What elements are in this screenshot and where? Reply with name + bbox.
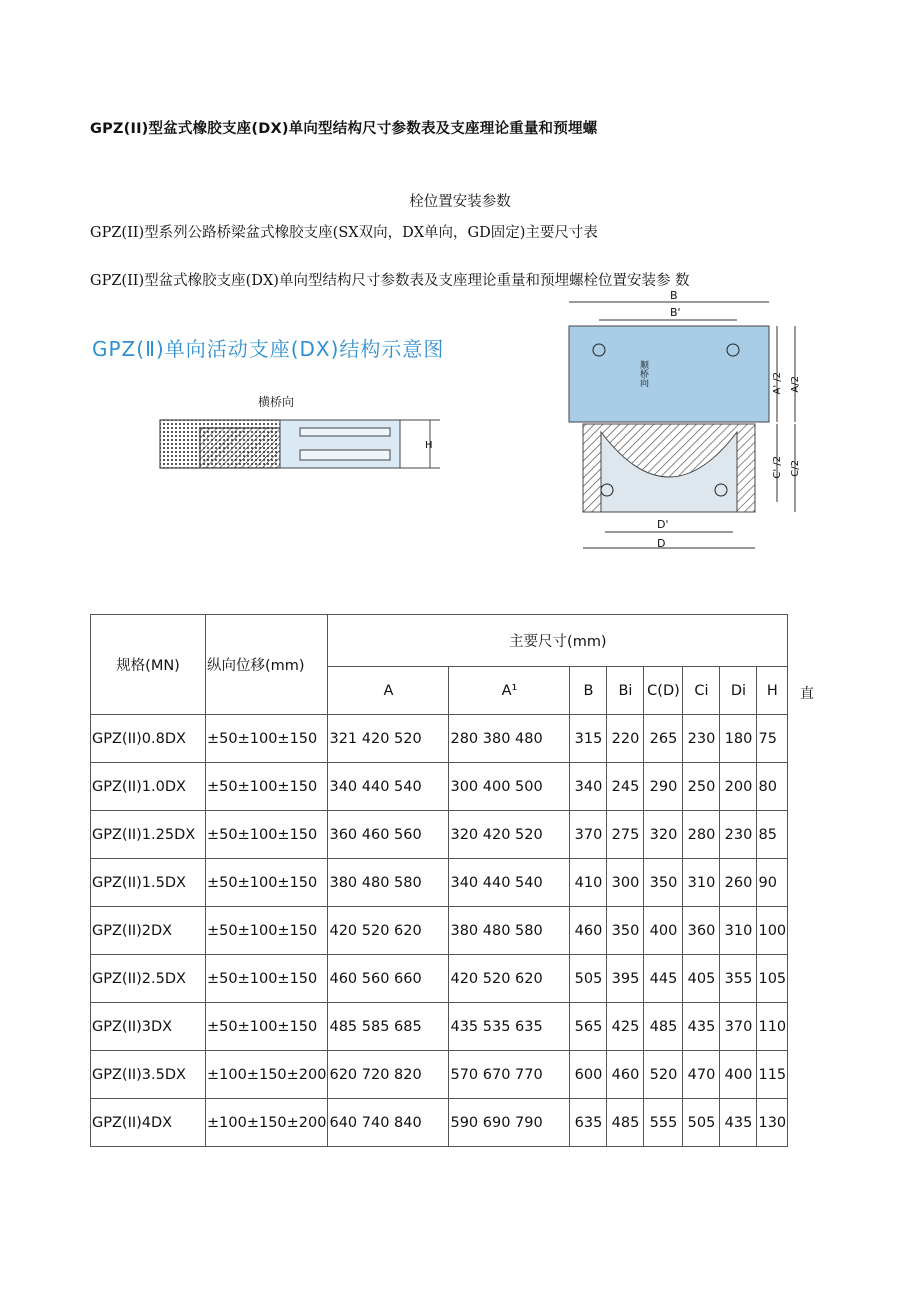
dim-b1-label: B' (670, 306, 681, 319)
table-cell: GPZ(II)1.5DX (91, 859, 206, 907)
table-cell: GPZ(II)2DX (91, 907, 206, 955)
table-cell: 485 585 685 (328, 1003, 449, 1051)
table-cell: 485 (607, 1099, 644, 1147)
table-cell: ±50±100±150 (206, 1003, 328, 1051)
table-cell: 370 (720, 1003, 757, 1051)
dim-c12-label: C' /2 (772, 456, 783, 479)
subheader-b: B (570, 667, 607, 715)
table-row (91, 1099, 788, 1147)
dim-direction-label: 顺桥向 (638, 360, 648, 387)
heading-line-4: GPZ(II)型盆式橡胶支座(DX)单向型结构尺寸参数表及支座理论重量和预埋螺栓位置安装参 数 (90, 273, 690, 289)
table-cell: ±50±100±150 (206, 811, 328, 859)
table-cell: 460 (607, 1051, 644, 1099)
table-cell: 310 (720, 907, 757, 955)
table-cell: 220 (607, 715, 644, 763)
header-spec: 规格(MN) (91, 615, 206, 715)
table-cell: 485 (644, 1003, 683, 1051)
table-cell: 380 480 580 (328, 859, 449, 907)
table-cell: GPZ(II)3DX (91, 1003, 206, 1051)
table-cell: 80 (757, 763, 788, 811)
overflow-header-fragment: 直 (800, 686, 814, 702)
table-cell: 470 (683, 1051, 720, 1099)
table-cell: 395 (607, 955, 644, 1003)
subheader-bi: Bi (607, 667, 644, 715)
table-cell: 460 560 660 (328, 955, 449, 1003)
table-row (91, 763, 788, 811)
diagram-title: GPZ(Ⅱ)单向活动支座(DX)结构示意图 (92, 337, 445, 361)
subheader-h: H (757, 667, 788, 715)
subheader-ci: Ci (683, 667, 720, 715)
table-cell: ±50±100±150 (206, 763, 328, 811)
table-cell: 520 (644, 1051, 683, 1099)
table-cell: ±50±100±150 (206, 907, 328, 955)
table-cell: 100 (757, 907, 788, 955)
table-cell: ±50±100±150 (206, 859, 328, 907)
table-cell: 115 (757, 1051, 788, 1099)
bearing-plan-diagram (565, 292, 817, 564)
heading-line-2: 栓位置安装参数 (409, 194, 511, 210)
header-main-dimensions: 主要尺寸(mm) (328, 615, 788, 667)
table-cell: 445 (644, 955, 683, 1003)
table-cell: 380 480 580 (449, 907, 570, 955)
dim-d1-label: D' (657, 518, 669, 531)
dim-a2-label: A/2 (790, 376, 801, 393)
table-cell: 555 (644, 1099, 683, 1147)
table-cell: 280 380 480 (449, 715, 570, 763)
subheader-a1: A¹ (449, 667, 570, 715)
table-cell: 230 (720, 811, 757, 859)
table-row (91, 811, 788, 859)
table-cell: 460 (570, 907, 607, 955)
table-cell: 620 720 820 (328, 1051, 449, 1099)
table-cell: 320 (644, 811, 683, 859)
table-cell: 110 (757, 1003, 788, 1051)
table-cell: GPZ(II)0.8DX (91, 715, 206, 763)
table-row (91, 715, 788, 763)
table-cell: 565 (570, 1003, 607, 1051)
table-cell: 340 (570, 763, 607, 811)
table-cell: 300 (607, 859, 644, 907)
table-cell: 590 690 790 (449, 1099, 570, 1147)
table-cell: 315 (570, 715, 607, 763)
table-cell: 85 (757, 811, 788, 859)
table-cell: 360 (683, 907, 720, 955)
table-cell: 505 (570, 955, 607, 1003)
subheader-di: Di (720, 667, 757, 715)
table-cell: 230 (683, 715, 720, 763)
table-cell: 300 400 500 (449, 763, 570, 811)
table-cell: 200 (720, 763, 757, 811)
table-cell: 425 (607, 1003, 644, 1051)
table-cell: 321 420 520 (328, 715, 449, 763)
table-cell: 265 (644, 715, 683, 763)
table-cell: 280 (683, 811, 720, 859)
dim-h-label: H (425, 440, 433, 451)
table-cell: 260 (720, 859, 757, 907)
table-cell: GPZ(II)1.25DX (91, 811, 206, 859)
subheader-c: C(D) (644, 667, 683, 715)
table-cell: 370 (570, 811, 607, 859)
heading-line-1: GPZ(II)型盆式橡胶支座(DX)单向型结构尺寸参数表及支座理论重量和预埋螺 (90, 121, 598, 137)
table-cell: 320 420 520 (449, 811, 570, 859)
table-cell: GPZ(II)3.5DX (91, 1051, 206, 1099)
table-cell: 405 (683, 955, 720, 1003)
table-row (91, 1051, 788, 1099)
table-cell: ±50±100±150 (206, 955, 328, 1003)
table-row (91, 907, 788, 955)
table-cell: ±100±150±200 (206, 1051, 328, 1099)
table-cell: 410 (570, 859, 607, 907)
dim-b-label: B (670, 289, 678, 302)
table-cell: 310 (683, 859, 720, 907)
table-cell: 275 (607, 811, 644, 859)
table-row (91, 1003, 788, 1051)
dim-c2-label: C/2 (790, 460, 801, 477)
table-cell: 340 440 540 (328, 763, 449, 811)
table-cell: 400 (644, 907, 683, 955)
table-cell: 250 (683, 763, 720, 811)
table-cell: 350 (644, 859, 683, 907)
table-cell: 360 460 560 (328, 811, 449, 859)
table-cell: 635 (570, 1099, 607, 1147)
table-cell: 105 (757, 955, 788, 1003)
table-cell: GPZ(II)1.0DX (91, 763, 206, 811)
table-cell: 90 (757, 859, 788, 907)
table-cell: GPZ(II)4DX (91, 1099, 206, 1147)
bearing-section-diagram (150, 410, 460, 490)
table-cell: 290 (644, 763, 683, 811)
table-cell: 130 (757, 1099, 788, 1147)
table-cell: ±50±100±150 (206, 715, 328, 763)
table-cell: 435 (683, 1003, 720, 1051)
table-cell: 420 520 620 (328, 907, 449, 955)
table-cell: 180 (720, 715, 757, 763)
dimension-table (90, 614, 788, 1147)
table-row (91, 859, 788, 907)
table-cell: 355 (720, 955, 757, 1003)
table-cell: 350 (607, 907, 644, 955)
table-cell: 340 440 540 (449, 859, 570, 907)
table-cell: 400 (720, 1051, 757, 1099)
table-cell: 75 (757, 715, 788, 763)
heading-line-3: GPZ(II)型系列公路桥梁盆式橡胶支座(SX双向，DX单向，GD固定)主要尺寸表 (90, 225, 598, 241)
dim-a12-label: A' /2 (772, 372, 783, 395)
diagram-subtitle: 横桥向 (258, 395, 295, 409)
table-cell: ±100±150±200 (206, 1099, 328, 1147)
table-cell: 435 535 635 (449, 1003, 570, 1051)
subheader-a: A (328, 667, 449, 715)
table-cell: GPZ(II)2.5DX (91, 955, 206, 1003)
table-cell: 640 740 840 (328, 1099, 449, 1147)
header-displacement: 纵向位移(mm) (206, 615, 328, 715)
table-cell: 505 (683, 1099, 720, 1147)
table-cell: 570 670 770 (449, 1051, 570, 1099)
table-cell: 435 (720, 1099, 757, 1147)
table-row (91, 955, 788, 1003)
table-cell: 245 (607, 763, 644, 811)
table-cell: 600 (570, 1051, 607, 1099)
dim-d-label: D (657, 537, 666, 550)
table-cell: 420 520 620 (449, 955, 570, 1003)
